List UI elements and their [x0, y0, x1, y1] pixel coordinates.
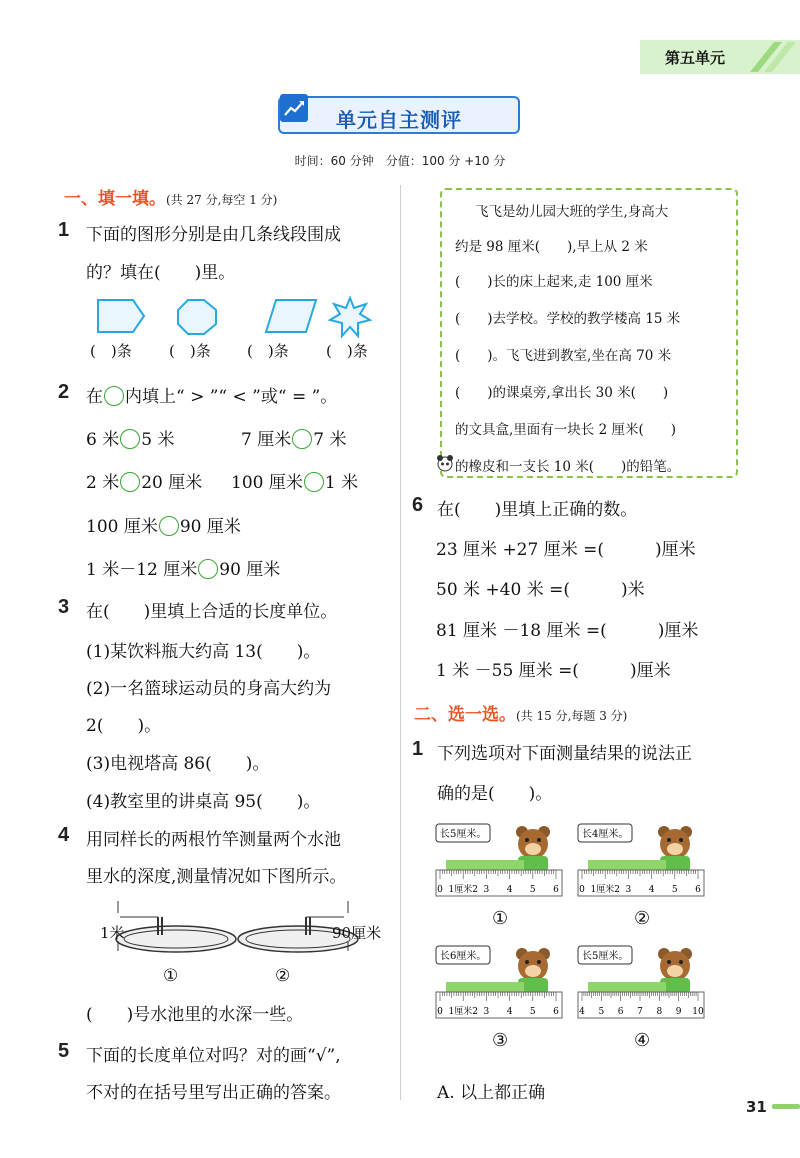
compare-item: [86, 425, 174, 450]
octagon-shape-icon: [178, 300, 216, 334]
q2-intro-b: 内填上“ > ”“ < ”或“ = ”。: [125, 387, 338, 407]
q4-line1: 用同样长的两根竹竿测量两个水池: [86, 830, 341, 850]
compare-item: [231, 468, 358, 493]
panda-icon: [436, 454, 454, 472]
bear-eye-icon: [679, 838, 683, 842]
question-number: 5: [58, 1040, 70, 1062]
q4-answer: ( )号水池里的水深一些。: [86, 1005, 304, 1025]
bear-eye-icon: [525, 960, 529, 964]
bear-eye-icon: [667, 960, 671, 964]
ruler-tick-label: 5: [598, 1007, 605, 1017]
page-bar-decoration: [772, 1104, 800, 1109]
bear-eye-icon: [667, 838, 671, 842]
ruler-tick-label: 5: [671, 885, 678, 895]
section1-heading: [64, 184, 277, 209]
compare-left: 6 米: [86, 430, 120, 450]
measured-bar: [588, 982, 666, 992]
shape-blank-1[interactable]: ( )条: [90, 342, 132, 360]
question-number: 6: [412, 494, 424, 516]
shape-blank-4[interactable]: ( )条: [326, 342, 368, 360]
compare-circle[interactable]: [120, 429, 140, 449]
bear-eye-icon: [525, 838, 529, 842]
section2-heading: [414, 700, 627, 725]
star-shape-icon: [330, 298, 370, 336]
compare-right: 20 厘米: [141, 473, 203, 493]
time-score-info: 时间：60 分钟 分值：100 分 +10 分: [294, 154, 506, 168]
bubble-text: 长6厘米。: [440, 951, 487, 962]
q3-line: (3)电视塔高 86( )。: [86, 754, 270, 774]
stripes-decoration-icon: [740, 36, 800, 76]
ruler-tick-label: 1厘米2: [590, 885, 620, 895]
ruler-tick-label: 5: [529, 885, 536, 895]
story-line: ( )去学校。学校的教学楼高 15 米: [455, 311, 681, 327]
ruler-tick-label: 6: [617, 1007, 624, 1017]
q3-line: 2( )。: [86, 716, 162, 736]
compare-left: 7 厘米: [241, 430, 292, 450]
page-title: 单元自主测评: [336, 108, 462, 132]
measured-bar: [588, 860, 666, 870]
title-banner: [278, 96, 520, 134]
bear-snout-icon: [525, 965, 541, 977]
story-line: 的文具盒,里面有一块长 2 厘米( ): [455, 422, 676, 438]
ruler-tick-label: 6: [553, 1007, 559, 1017]
section1-title: 一、填一填。: [64, 189, 166, 209]
story-line: ( )的课桌旁,拿出长 30 米( ): [455, 385, 669, 401]
ruler-tick-label: 6: [553, 885, 559, 895]
s2q1-line1: 下列选项对下面测量结果的说法正: [437, 744, 692, 764]
ruler-tick-label: 4: [648, 885, 655, 895]
compare-right: 1 米: [324, 473, 359, 493]
compare-circle[interactable]: [159, 516, 179, 536]
q3-line: (1)某饮料瓶大约高 13( )。: [86, 642, 321, 662]
parallelogram-shape-icon: [266, 300, 316, 332]
bear-eye-icon: [679, 960, 683, 964]
measured-bar: [446, 860, 524, 870]
ruler-tick-label: 4: [579, 1007, 585, 1017]
compare-right: 90 厘米: [219, 560, 281, 580]
q2-intro: [86, 382, 337, 407]
compare-left: 100 厘米: [231, 473, 303, 493]
pentagon-shape-icon: [98, 300, 144, 332]
q6-equation: 81 厘米 －18 厘米 =( )厘米: [436, 621, 699, 641]
ruler-tick-label: 0: [437, 1007, 443, 1017]
ruler-tick-label: 3: [625, 885, 632, 895]
compare-circle[interactable]: [304, 472, 324, 492]
shape-blank-3[interactable]: ( )条: [247, 342, 289, 360]
compare-item: [86, 512, 241, 537]
bubble-text: 长5厘米。: [582, 951, 629, 962]
story-line: 的橡皮和一支长 10 米( )的铅笔。: [455, 459, 681, 475]
ruler-tick-label: 3: [483, 885, 490, 895]
bubble-text: 长5厘米。: [440, 829, 487, 840]
ruler-tick-label: 4: [506, 1007, 513, 1017]
ruler-tick-label: 0: [437, 885, 443, 895]
q6-equation: 50 米 +40 米 =( )米: [436, 580, 645, 600]
bear-snout-icon: [525, 843, 541, 855]
compare-circle[interactable]: [198, 559, 218, 579]
ruler-tick-label: 4: [506, 885, 513, 895]
q2-intro-a: 在: [86, 387, 103, 407]
story-line: 飞飞是幼儿园大班的学生,身高大: [475, 204, 669, 220]
ruler-tick-label: 7: [637, 1007, 643, 1017]
ruler-option-label: ①: [492, 908, 509, 929]
compare-left: 2 米: [86, 473, 120, 493]
measured-bar: [446, 982, 524, 992]
ruler-option-label: ③: [492, 1030, 509, 1051]
ruler-tick-label: 5: [529, 1007, 536, 1017]
compare-right: 5 米: [141, 430, 175, 450]
q6-equation: 1 米 －55 厘米 =( )厘米: [436, 661, 671, 681]
compare-circle[interactable]: [120, 472, 140, 492]
bear-snout-icon: [667, 843, 683, 855]
question-number: 1: [58, 219, 70, 241]
q4-line2: 里水的深度,测量情况如下图所示。: [86, 867, 347, 887]
compare-item: [86, 468, 202, 493]
bear-eye-icon: [537, 838, 541, 842]
bubble-text: 长4厘米。: [582, 829, 629, 840]
question-number: 3: [58, 596, 70, 618]
q1-line1: 下面的图形分别是由几条线段围成: [86, 225, 341, 245]
chart-trend-icon: [280, 94, 308, 122]
q1-line2: 的？填在( )里。: [86, 263, 236, 283]
pool1-label: ①: [163, 966, 179, 986]
q3-line: (2)一名篮球运动员的身高大约为: [86, 679, 332, 699]
compare-item: [86, 555, 280, 580]
q3-intro: 在( )里填上合适的长度单位。: [86, 602, 338, 622]
story-line: 约是 98 厘米( ),早上从 2 米: [455, 239, 648, 255]
story-line: ( )。飞飞进到教室,坐在高 70 米: [455, 348, 672, 364]
section2-title: 二、选一选。: [414, 705, 516, 725]
compare-circle-icon: [104, 386, 124, 406]
ruler-figure: [434, 940, 564, 1030]
ruler-figure: [576, 818, 706, 908]
q5-line1: 下面的长度单位对吗？对的画“√”,: [86, 1046, 341, 1066]
compare-right: 90 厘米: [179, 517, 241, 537]
ruler-tick-label: 10: [692, 1007, 704, 1017]
bear-eye-icon: [537, 960, 541, 964]
question-number: 2: [58, 381, 70, 403]
ruler-figure: [434, 818, 564, 908]
ruler-tick-label: 6: [695, 885, 701, 895]
ruler-option-label: ④: [634, 1030, 651, 1051]
shapes-figure: [88, 296, 388, 342]
ruler-tick-label: 1厘米2: [448, 1007, 478, 1017]
compare-circle[interactable]: [292, 429, 312, 449]
question-number: 4: [58, 824, 70, 846]
pool1-depth-label: 1米: [100, 924, 125, 942]
q6-equation: 23 厘米 +27 厘米 =( )厘米: [436, 540, 696, 560]
section1-note: (共 27 分,每空 1 分): [166, 193, 278, 207]
ruler-tick-label: 3: [483, 1007, 490, 1017]
column-divider: [400, 185, 401, 1100]
section2-note: (共 15 分,每题 3 分): [516, 709, 628, 723]
compare-right: 7 米: [313, 430, 347, 450]
bear-snout-icon: [667, 965, 683, 977]
ruler-tick-label: 1厘米2: [448, 885, 478, 895]
pool2-label: ②: [275, 966, 291, 986]
shape-blank-2[interactable]: ( )条: [169, 342, 211, 360]
s2q1-line2: 确的是( )。: [437, 784, 553, 804]
compare-item: [241, 425, 346, 450]
ruler-tick-label: 8: [656, 1007, 663, 1017]
story-line: ( )长的床上起来,走 100 厘米: [455, 274, 653, 290]
ruler-tick-label: 9: [675, 1007, 682, 1017]
compare-left: 1 米－12 厘米: [86, 560, 198, 580]
ruler-tick-label: 0: [579, 885, 585, 895]
q5-line2: 不对的在括号里写出正确的答案。: [86, 1083, 341, 1103]
option-a[interactable]: A. 以上都正确: [437, 1083, 546, 1103]
ruler-option-label: ②: [634, 908, 651, 929]
ruler-figure: [576, 940, 706, 1030]
page-number: 31: [746, 1098, 767, 1116]
q3-line: (4)教室里的讲桌高 95( )。: [86, 792, 321, 812]
question-number: 1: [412, 738, 424, 760]
compare-left: 100 厘米: [86, 517, 158, 537]
q6-intro: 在( )里填上正确的数。: [437, 500, 638, 520]
pool2-depth-label: 90厘米: [332, 924, 382, 942]
unit-label: 第五单元: [665, 49, 726, 67]
